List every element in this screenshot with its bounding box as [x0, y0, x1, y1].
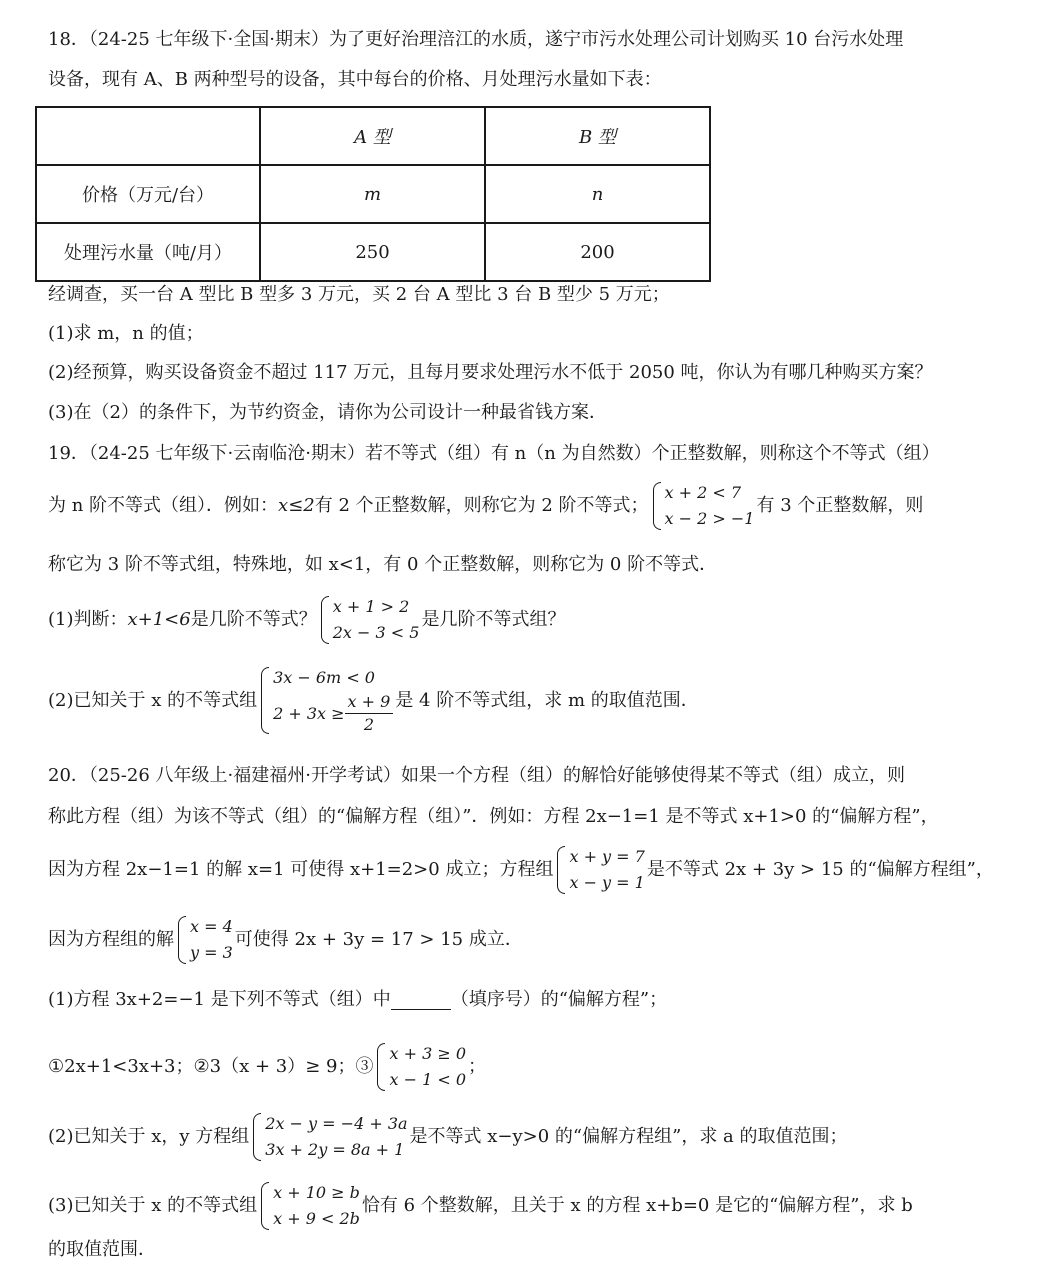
system-row-text: 2 + 3x ≥ [273, 703, 345, 723]
q19-part1-text-a: (1)判断： [48, 609, 128, 630]
q19-part2-text-a: (2)已知关于 x 的不等式组 [48, 689, 258, 711]
system-row: 3x − 6m < 0 [273, 668, 375, 687]
table-header-cell [36, 107, 260, 165]
q18-line1: 18．（24-25 七年级下·全国·期末）为了更好治理涪江的水质，遂宁市污水处理公司计划购买 10 台污水处理 [48, 29, 904, 50]
q19-example-inequality: x≤2 [278, 495, 315, 516]
q19-line1: 19．（24-25 七年级下·云南临沧·期末）若不等式（组）有 n（n 为自然数）个正整数解，则称这个不等式（组） [48, 443, 940, 464]
q19-line2-text-a: 为 n 阶不等式（组）．例如： [48, 495, 279, 516]
system-row: x = 4 [190, 917, 233, 936]
q20-part1-text-b: （填序号）的“偏解方程”； [450, 989, 668, 1010]
q20-line3-text-b: 是不等式 2x + 3y > 15 的“偏解方程组”， [646, 859, 994, 880]
q20-part1 [48, 986, 667, 1014]
table-cell: m [260, 165, 485, 223]
q19-part1-text-c: 是几阶不等式？ [190, 609, 317, 630]
system-row: 2x − y = −4 + 3a [265, 1114, 408, 1133]
q19-part2 [48, 665, 699, 736]
system-row: x + 2 < 7 [664, 483, 742, 502]
q18-part2: (2)经预算，购买设备资金不超过 117 万元，且每月要求处理污水不低于 2050 吨，你认为有哪几种购买方案？ [48, 362, 933, 383]
q18-line2: 设备，现有 A、B 两种型号的设备，其中每台的价格、月处理污水量如下表： [48, 69, 662, 90]
q19-part1-system [319, 594, 420, 646]
q18-part1: (1)求 m，n 的值； [48, 323, 204, 344]
system-row: x + 1 > 2 [332, 597, 410, 616]
q19-part1 [48, 594, 565, 646]
table-cell: n [485, 165, 710, 223]
q19-part1-text-d: 是几阶不等式组？ [421, 609, 566, 630]
q20-part2 [48, 1111, 848, 1163]
fraction-numerator: x + 9 [345, 691, 394, 714]
q20-part2-text-a: (2)已知关于 x，y 方程组 [48, 1126, 250, 1147]
answer-blank[interactable] [391, 991, 451, 1010]
system-row: 3x + 2y = 8a + 1 [265, 1140, 405, 1159]
system-row [273, 691, 393, 736]
q20-options-text-a: ①2x+1<3x+3；②3（x + 3）≥ 9；③ [48, 1056, 374, 1077]
table-header-cell: A 型 [260, 107, 485, 165]
q18-table [35, 106, 711, 282]
q19-line2-text-d: 有 3 个正整数解，则 [756, 495, 924, 516]
system-row: x + y = 7 [569, 847, 645, 866]
table-cell: 200 [485, 223, 710, 281]
system-row: x + 9 < 2b [273, 1209, 360, 1228]
system-row: y = 3 [190, 943, 233, 962]
q20-options-text-b: ； [468, 1056, 487, 1077]
q19-part1-inequality: x+1<6 [127, 609, 191, 630]
q20-line4-text-a: 因为方程组的解 [48, 929, 174, 950]
q20-part3-system [259, 1180, 360, 1232]
q20-options [48, 1041, 486, 1093]
q20-option3-system [375, 1041, 466, 1093]
system-row: x − 1 < 0 [389, 1070, 467, 1089]
system-row: x + 3 ≥ 0 [389, 1044, 467, 1063]
q19-part2-text-b: 是 4 阶不等式组，求 m 的取值范围． [395, 689, 699, 711]
system-row: x − 2 > −1 [664, 509, 755, 528]
q19-line2 [48, 480, 923, 532]
q20-line4 [48, 914, 523, 966]
q19-part2-system [259, 665, 393, 736]
q20-line1: 20．（25-26 八年级上·福建福州·开学考试）如果一个方程（组）的解恰好能够使得某不等式（组）成立，则 [48, 765, 905, 786]
table-cell: 处理污水量（吨/月） [36, 223, 260, 281]
table-row [36, 223, 710, 281]
fraction-denominator: 2 [363, 715, 375, 734]
table-row [36, 107, 710, 165]
q20-example-system [555, 844, 644, 896]
q20-line3-text-a: 因为方程 2x−1=1 的解 x=1 可使得 x+1=2>0 成立；方程组 [48, 859, 554, 880]
q20-part3-cont: 的取值范围． [48, 1239, 156, 1260]
q19-example-system [651, 480, 755, 532]
fraction [345, 691, 394, 736]
q20-part3-text-b: 恰有 6 个整数解，且关于 x 的方程 x+b=0 是它的“偏解方程”，求 b [361, 1195, 913, 1216]
system-row: x + 10 ≥ b [273, 1183, 360, 1202]
q20-part3 [48, 1180, 913, 1232]
q20-part2-text-b: 是不等式 x−y>0 的“偏解方程组”，求 a 的取值范围； [409, 1126, 848, 1147]
table-cell: 250 [260, 223, 485, 281]
q18-survey: 经调查，买一台 A 型比 B 型多 3 万元，买 2 台 A 型比 3 台 B 型少 5 万元； [48, 284, 670, 305]
system-row: 2x − 3 < 5 [332, 623, 420, 642]
q19-line2-text-c: 有 2 个正整数解，则称它为 2 阶不等式； [314, 495, 649, 516]
system-row: x − y = 1 [569, 873, 645, 892]
q18-part3: (3)在（2）的条件下，为节约资金，请你为公司设计一种最省钱方案． [48, 402, 607, 423]
table-row [36, 165, 710, 223]
q20-part1-text-a: (1)方程 3x+2=−1 是下列不等式（组）中 [48, 989, 391, 1010]
q20-part3-text-a: (3)已知关于 x 的不等式组 [48, 1195, 258, 1216]
q20-line4-text-b: 可使得 2x + 3y = 17 > 15 成立． [234, 929, 523, 950]
q20-part2-system [251, 1111, 407, 1163]
table-cell: 价格（万元/台） [36, 165, 260, 223]
q19-line3: 称它为 3 阶不等式组，特殊地，如 x<1，有 0 个正整数解，则称它为 0 阶不等式． [48, 554, 718, 575]
q20-solution-system [176, 914, 233, 966]
q20-line3 [48, 844, 994, 896]
table-header-cell: B 型 [485, 107, 710, 165]
q20-line2: 称此方程（组）为该不等式（组）的“偏解方程（组）”．例如：方程 2x−1=1 是不等式 x+1>0 的“偏解方程”， [48, 806, 939, 827]
